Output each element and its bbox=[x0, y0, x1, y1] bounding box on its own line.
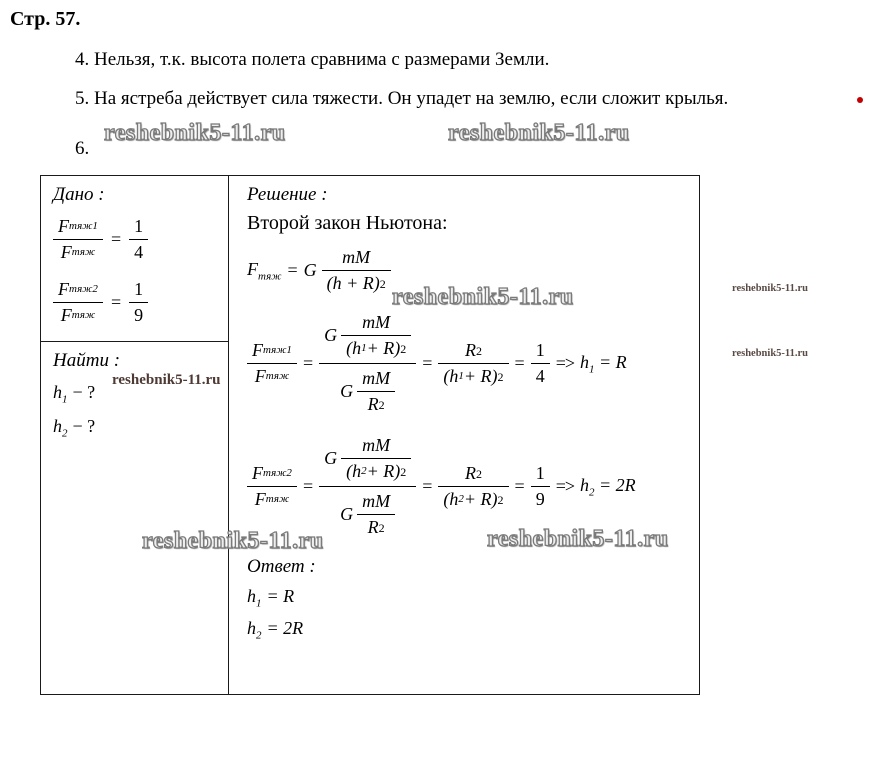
fraction: R 2 (h 1 + R) 2 bbox=[438, 338, 508, 389]
answer-label: Ответ : bbox=[247, 556, 316, 577]
big-fraction: G mM (h 1 + R) 2 G mM R 2 bbox=[319, 308, 416, 419]
given-row-1: F тяж1 F тяж = $\frac{1}{4}$ bbox=[53, 214, 216, 265]
find-line-1: $h_1$ − ? bbox=[53, 382, 96, 406]
answer-line-2: $h_2 = 2R$ bbox=[247, 617, 304, 642]
implies-arrow: => bbox=[555, 353, 574, 373]
find-section bbox=[41, 341, 228, 694]
fraction: $\frac{1}{9}$ bbox=[531, 461, 550, 512]
given-row-2: F тяж2 F тяж = $\frac{1}{9}$ bbox=[53, 277, 216, 328]
fraction: F тяж1 F тяж bbox=[53, 214, 103, 265]
newton-text: Второй закон Ньютона: bbox=[247, 212, 448, 234]
page-header: Стр. 57. bbox=[10, 8, 81, 30]
implies-arrow: => bbox=[555, 476, 574, 496]
find-label: Найти : bbox=[53, 350, 121, 371]
fraction: $\frac{1}{9}$ bbox=[129, 277, 148, 328]
watermark: reshebnik5-11.ru bbox=[112, 372, 221, 388]
solution-label: Решение : bbox=[247, 184, 328, 205]
answer-line-1: $h_1 = R$ bbox=[247, 586, 295, 610]
item-4: 4. Нельзя, т.к. высота полета сравнима с размерами Земли. bbox=[75, 49, 550, 70]
watermark: reshebnik5-11.ru bbox=[104, 120, 286, 146]
fraction: F тяж2 F тяж bbox=[53, 277, 103, 328]
watermark: reshebnik5-11.ru bbox=[732, 283, 808, 294]
fraction: $\frac{1}{4}$ bbox=[531, 338, 550, 389]
left-column bbox=[41, 176, 229, 694]
fraction: F тяж1 F тяж bbox=[247, 338, 297, 389]
fraction: F тяж2 F тяж bbox=[247, 461, 297, 512]
fraction: mM (h + R) 2 bbox=[322, 245, 391, 296]
big-fraction: G mM (h 2 + R) 2 G mM R 2 bbox=[319, 431, 416, 542]
watermark: reshebnik5-11.ru bbox=[392, 284, 574, 310]
find-line-2: $h_2$ − ? bbox=[53, 415, 96, 440]
formula-h2: F тяж2 F тяж = G mM (h 2 + R) 2 G mM R 2 = R 2 (h 2 + R) 2 = $\frac{1}{9}$ => $h_2 = 2R$ bbox=[247, 431, 683, 542]
formula-h1: F тяж1 F тяж = G mM (h 1 + R) 2 G mM R 2 = R 2 (h 1 + R) 2 = $\frac{1}{4}$ => $h_1 = R$ bbox=[247, 308, 683, 419]
result: $h_1 = R$ bbox=[580, 351, 627, 376]
watermark: reshebnik5-11.ru bbox=[487, 526, 669, 552]
solution-section bbox=[229, 176, 699, 694]
weight-formula: $F_{тяж}$ = G mM (h + R) 2 bbox=[247, 245, 683, 296]
result: $h_2 = 2R$ bbox=[580, 474, 636, 499]
watermark: reshebnik5-11.ru bbox=[142, 528, 324, 554]
fraction: $\frac{1}{4}$ bbox=[129, 214, 148, 265]
given-label: Дано : bbox=[53, 184, 105, 205]
solution-table bbox=[40, 175, 700, 695]
watermark: reshebnik5-11.ru bbox=[732, 348, 808, 359]
given-section bbox=[41, 176, 228, 341]
watermark: reshebnik5-11.ru bbox=[448, 120, 630, 146]
red-mark bbox=[857, 97, 863, 103]
item-5: 5. На ястреба действует сила тяжести. Он упадет на землю, если сложит крылья. bbox=[75, 88, 729, 109]
fraction: R 2 (h 2 + R) 2 bbox=[438, 461, 508, 512]
item-6: 6. bbox=[75, 138, 90, 159]
